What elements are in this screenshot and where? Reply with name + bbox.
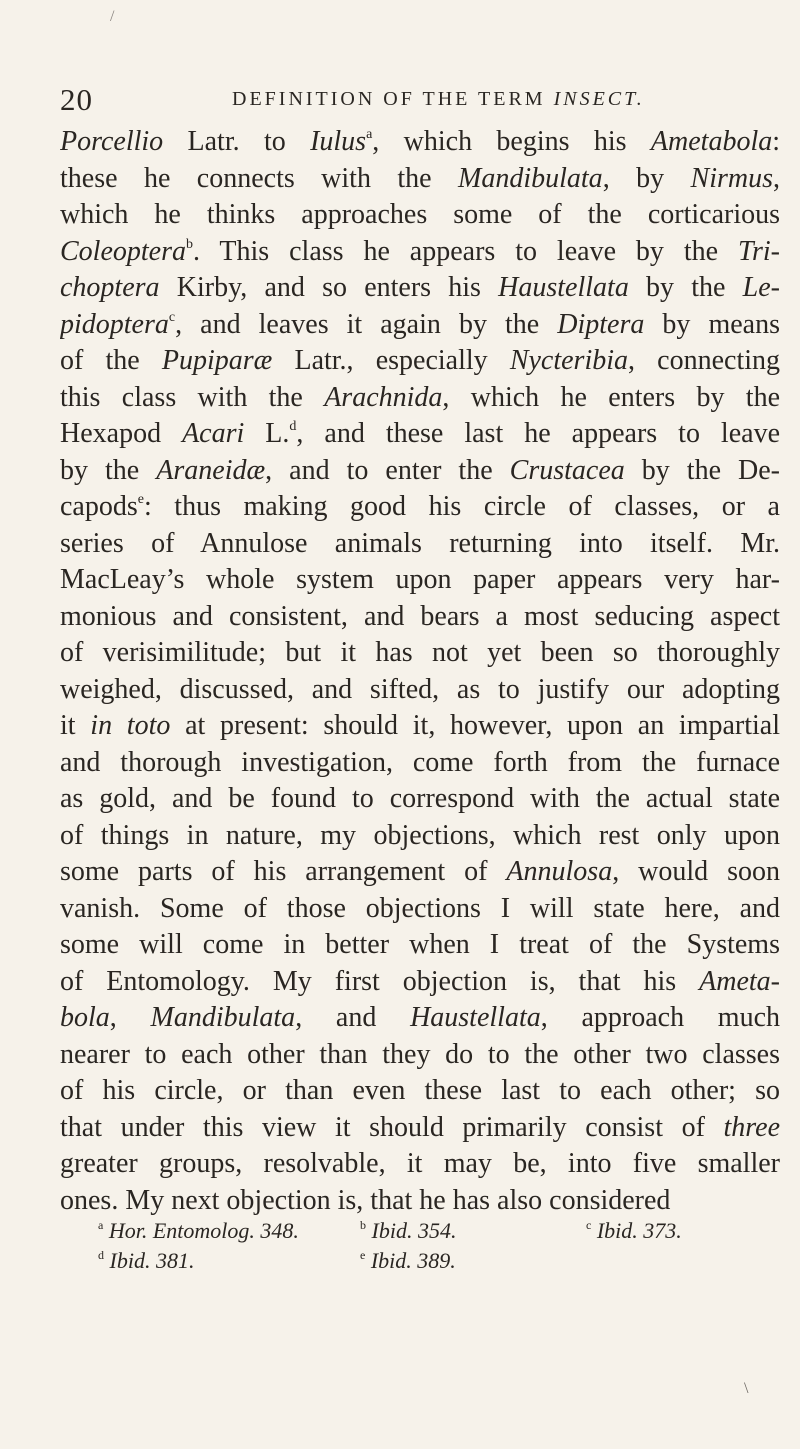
footnote-mark: e (360, 1248, 366, 1262)
text-line: which he thinks approaches some of the corticarious (60, 199, 780, 230)
bottom-stray-mark: \ (744, 1380, 749, 1397)
text-line: greater groups, resolvable, it may be, into five smaller (60, 1148, 780, 1179)
text-line: Hexapod Acari L.$^d$, and these last he appears to leave (60, 418, 780, 449)
text-line: this class with the Arachnida, which he enters by the (60, 381, 780, 413)
text-line: these he connects with the Mandibulata, by Nirmus, (60, 162, 780, 194)
footnote-mark: c (586, 1218, 592, 1232)
footnote-text: Ibid. 354. (371, 1218, 457, 1243)
footnote-mark: a (98, 1218, 104, 1232)
footnote-text: Ibid. 389. (370, 1248, 456, 1273)
text-line: of the Pupiparæ Latr., especially Nycteribia, connecting (60, 345, 780, 376)
text-line: vanish. Some of those objections I will state here, and (60, 892, 780, 924)
footnote-mark: b (360, 1218, 366, 1232)
text-line: of things in nature, my objections, which rest only upon (60, 819, 780, 851)
footnote-text: Hor. Entomolog. 348. (108, 1218, 299, 1243)
text-line: series of Annulose animals returning into itself. Mr. (60, 527, 780, 559)
top-stray-mark: / (110, 8, 115, 25)
text-line: some will come in better when I treat of the Systems (60, 929, 780, 960)
footnote-e (360, 1246, 456, 1276)
footnote-d (98, 1246, 194, 1276)
footnote-c (586, 1216, 682, 1246)
text-line: of verisimilitude; but it has not yet been so thoroughly (60, 637, 780, 668)
footnote-row (98, 1246, 778, 1276)
text-line: Porcellio Latr. to Iulus$^a$, which begins his Ametabola: (60, 126, 780, 157)
footnotes (98, 1216, 778, 1276)
text-line: ones. My next objection is, that he has also considered (60, 1184, 671, 1216)
footnote-text: Ibid. 381. (109, 1248, 195, 1273)
text-line: and thorough investigation, come forth from the furnace (60, 746, 780, 778)
text-line: nearer to each other than they do to the other two classes (60, 1038, 780, 1070)
text-line: MacLeay’s whole system upon paper appears very har- (60, 564, 780, 595)
text-line: bola, Mandibulata, and Haustellata, approach much (60, 1002, 780, 1033)
footnote-row (98, 1216, 778, 1246)
page-number: 20 (60, 82, 93, 117)
footnote-mark: d (98, 1248, 104, 1262)
text-line: choptera Kirby, and so enters his Haustellata by the Le- (60, 272, 780, 303)
footnote-b (360, 1216, 456, 1246)
text-line: pidoptera$^c$, and leaves it again by the Diptera by means (60, 308, 780, 340)
text-line: it in toto at present: should it, however, upon an impartial (60, 710, 780, 741)
footnote-a (98, 1216, 299, 1246)
running-head-text: DEFINITION OF THE TERM (232, 88, 546, 110)
text-line: of his circle, or than even these last to each other; so (60, 1075, 780, 1106)
text-line: weighed, discussed, and sifted, as to justify our adopting (60, 673, 780, 705)
body-text (60, 124, 780, 1219)
page-header (0, 82, 800, 118)
text-line: monious and consistent, and bears a most seducing aspect (60, 600, 780, 632)
text-line: capods$^e$: thus making good his circle of classes, or a (60, 491, 780, 522)
running-head (232, 88, 645, 111)
text-line: by the Araneidæ, and to enter the Crustacea by the De- (60, 454, 780, 486)
text-line: that under this view it should primarily consist of three (60, 1111, 780, 1143)
text-line: as gold, and be found to correspond with the actual state (60, 783, 780, 814)
text-line: of Entomology. My first objection is, that his Ameta- (60, 965, 780, 997)
footnote-text: Ibid. 373. (596, 1218, 682, 1243)
text-line: Coleoptera$^b$. This class he appears to leave by the Tri- (60, 235, 780, 267)
text-line: some parts of his arrangement of Annulosa, would soon (60, 856, 780, 887)
running-head-italic: INSECT. (553, 88, 645, 110)
